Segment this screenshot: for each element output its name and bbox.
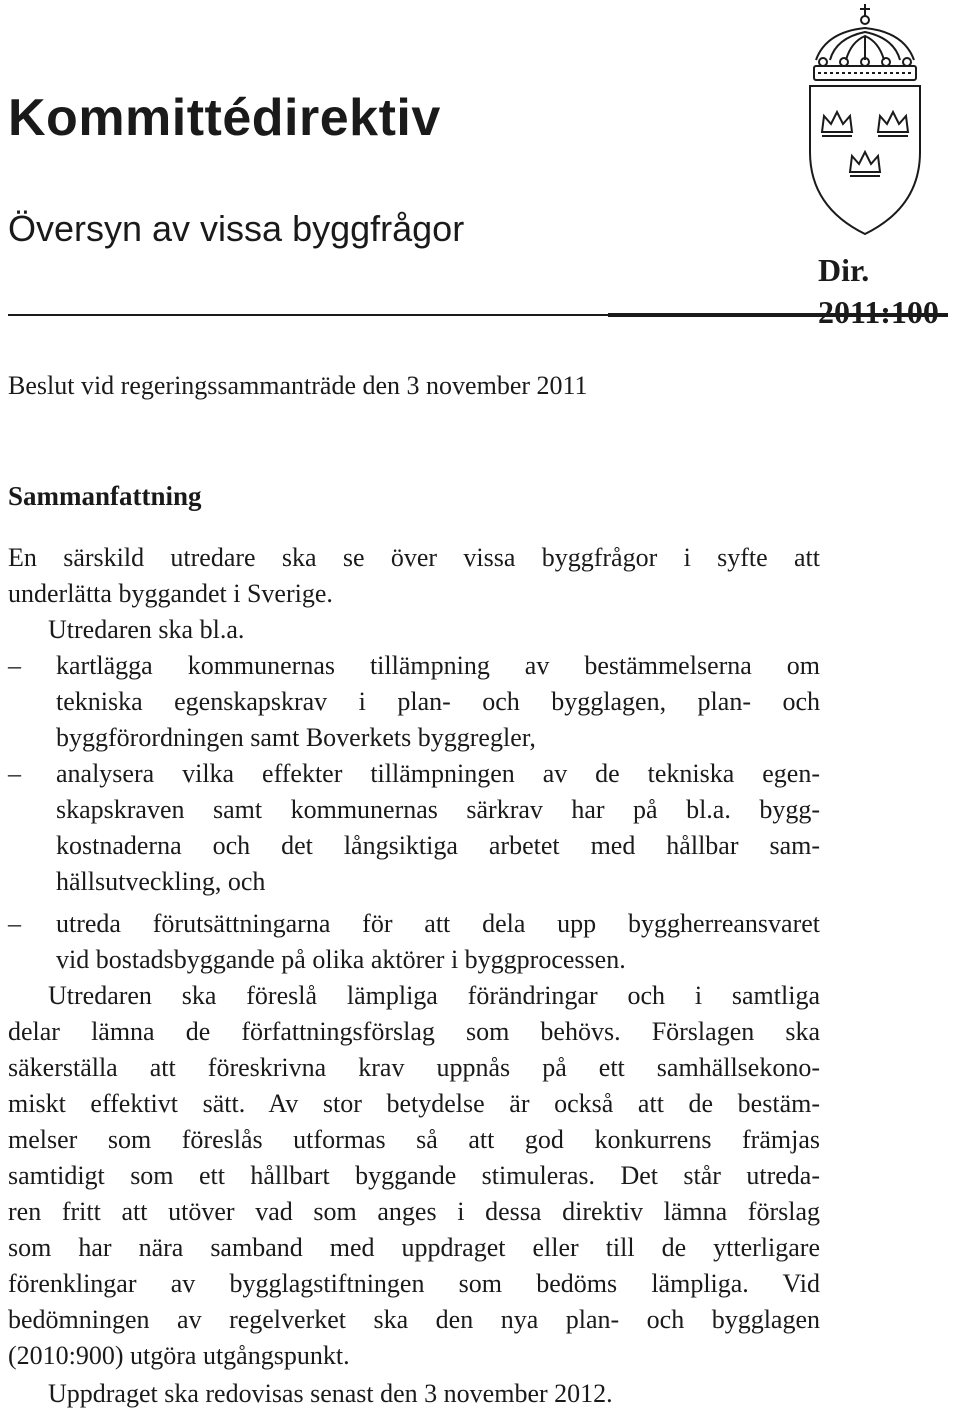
closing-line: Uppdraget ska redovisas senast den 3 november 2012. (48, 1379, 613, 1408)
bullet-dash: – (8, 651, 21, 680)
bullet-1-line-3: byggförordningen samt Boverkets byggregler, (56, 723, 536, 752)
document-subtitle: Översyn av vissa byggfrågor (8, 208, 465, 249)
bullet-2-line-4: hällsutveckling, och (56, 867, 266, 896)
body-line-10: bedömningen av regelverket ska den nya plan- och bygglagen (8, 1305, 820, 1334)
body-line-7: ren fritt att utöver vad som anges i dessa direktiv lämna förslag (8, 1197, 820, 1226)
bullet-2-line-2: skapskraven samt kommunernas särkrav har på bl.a. bygg- (56, 795, 820, 824)
intro-line-1: En särskild utredare ska se över vissa byggfrågor i syfte att (8, 543, 820, 572)
body-line-11: (2010:900) utgöra utgångspunkt. (8, 1341, 350, 1370)
directive-number: 2011:100 (818, 294, 939, 330)
document-title: Kommittédirektiv (8, 89, 441, 147)
decision-line: Beslut vid regeringssammanträde den 3 november 2011 (8, 371, 588, 400)
body-line-3: säkerställa att föreskrivna krav uppnås på ett samhällsekono- (8, 1053, 820, 1082)
directive-label: Dir. (818, 252, 870, 288)
body-line-4: miskt effektivt sätt. Av stor betydelse är också att de bestäm- (8, 1089, 820, 1118)
body-line-6: samtidigt som ett hållbart byggande stimuleras. Det står utreda- (8, 1161, 820, 1190)
bullet-dash: – (8, 759, 21, 788)
body-line-2: delar lämna de författningsförslag som behövs. Förslagen ska (8, 1017, 820, 1046)
bullet-1-line-1: kartlägga kommunernas tillämpning av bestämmelserna om (56, 651, 820, 680)
coat-of-arms-icon (806, 2, 924, 240)
intro-line-2: underlätta byggandet i Sverige. (8, 579, 333, 608)
bullet-1-line-2: tekniska egenskapskrav i plan- och bygglagen, plan- och (56, 687, 820, 716)
lead-line: Utredaren ska bl.a. (48, 615, 245, 644)
body-line-9: förenklingar av bygglagstiftningen som bedöms lämpliga. Vid (8, 1269, 820, 1298)
bullet-2-line-1: analysera vilka effekter tillämpningen av de tekniska egen- (56, 759, 820, 788)
body-line-8: som har nära samband med uppdraget eller till de ytterligare (8, 1233, 820, 1262)
bullet-3-line-2: vid bostadsbyggande på olika aktörer i byggprocessen. (56, 945, 626, 974)
body-line-5: melser som föreslås utformas så att god konkurrens främjas (8, 1125, 820, 1154)
bullet-3-line-1: utreda förutsättningarna för att dela upp byggherreansvaret (56, 909, 820, 938)
header-divider-thick (608, 313, 948, 317)
section-heading: Sammanfattning (8, 481, 202, 511)
bullet-2-line-3: kostnaderna och det långsiktiga arbetet med hållbar sam- (56, 831, 820, 860)
body-line-1: Utredaren ska föreslå lämpliga förändringar och i samtliga (48, 981, 820, 1010)
bullet-dash: – (8, 909, 21, 938)
